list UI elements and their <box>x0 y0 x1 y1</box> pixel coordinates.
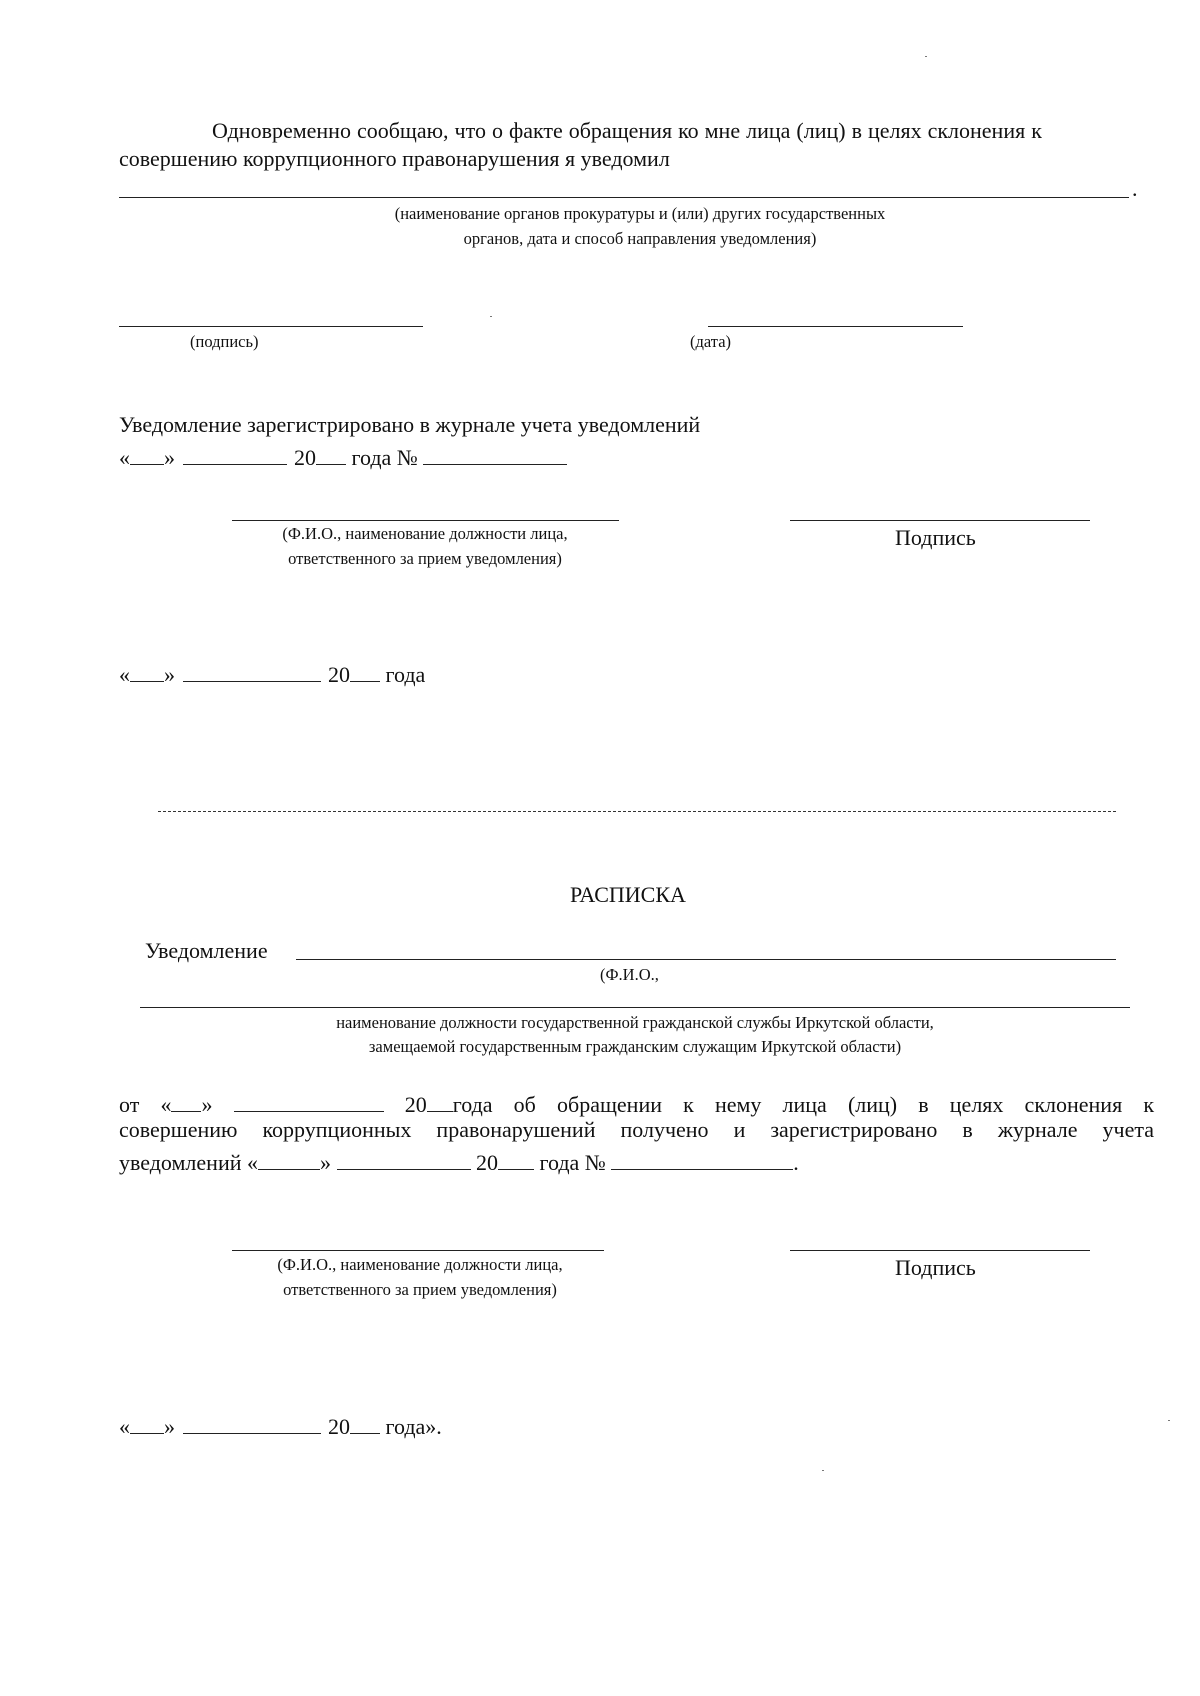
notice-recipient-dot: . <box>1132 176 1138 201</box>
registration-date-line <box>119 443 567 469</box>
signature-field[interactable] <box>119 326 423 327</box>
line-3-start: уведомлений « <box>119 1149 258 1175</box>
receipt-label: Уведомление <box>145 938 268 963</box>
notice-recipient-field[interactable] <box>119 197 1129 198</box>
open-quote: « <box>119 1413 130 1439</box>
number-field[interactable] <box>611 1148 793 1170</box>
responsible-caption-2-line-2: ответственного за прием уведомления) <box>283 1280 557 1299</box>
signature-caption: (подпись) <box>190 332 259 351</box>
line-1-rest: года об обращении к нему лица (лиц) в целях склонения к <box>452 1091 1155 1117</box>
date-field[interactable] <box>708 326 963 327</box>
responsible-signature-label-1: Подпись <box>895 525 976 550</box>
year-field[interactable] <box>350 660 380 682</box>
receipt-body-line-2: совершению коррупционных правонарушений получено и зарегистрировано в журнале учета <box>119 1117 1154 1142</box>
year-prefix: 20 <box>294 444 316 470</box>
number-field[interactable] <box>423 443 567 465</box>
close-quote: » <box>320 1149 331 1175</box>
year-prefix: 20 <box>328 1413 350 1439</box>
notice-line-1: Одновременно сообщаю, что о факте обращения ко мне лица (лиц) в целях склонения к <box>212 118 1042 143</box>
open-quote: « <box>160 1091 172 1117</box>
scan-speck <box>822 1470 824 1471</box>
receipt-position-caption-line-2: замещаемой государственным гражданским служащим Иркутской области) <box>368 1037 902 1056</box>
receipt-body-line-3 <box>119 1148 799 1174</box>
year-field[interactable] <box>427 1090 453 1112</box>
month-field[interactable] <box>234 1090 384 1112</box>
day-field[interactable] <box>130 443 164 465</box>
responsible-caption-2-line-1: (Ф.И.О., наименование должности лица, <box>277 1255 563 1274</box>
year-suffix: года № <box>539 1149 606 1175</box>
day-field[interactable] <box>130 660 164 682</box>
receipt-body-line-1 <box>119 1090 1154 1116</box>
responsible-caption-1-line-1: (Ф.И.О., наименование должности лица, <box>282 524 568 543</box>
year-field[interactable] <box>316 443 346 465</box>
year-suffix: года». <box>385 1413 442 1439</box>
year-field[interactable] <box>350 1412 380 1434</box>
notice-caption-line-1: (наименование органов прокуратуры и (или) других государственных <box>394 204 886 223</box>
notice-caption-line-2: органов, дата и способ направления уведомления) <box>463 229 817 248</box>
day-field[interactable] <box>171 1090 201 1112</box>
responsible-signature-field-1[interactable] <box>790 520 1090 521</box>
month-field[interactable] <box>183 1412 321 1434</box>
year-field[interactable] <box>498 1148 534 1170</box>
responsible-fio-field-2[interactable] <box>232 1250 604 1251</box>
responsible-signature-label-2: Подпись <box>895 1255 976 1280</box>
scan-speck <box>925 56 927 57</box>
receipt-position-field[interactable] <box>140 1007 1130 1008</box>
registration-text: Уведомление зарегистрировано в журнале учета уведомлений <box>119 412 701 437</box>
month-field[interactable] <box>183 660 321 682</box>
close-quote: » <box>164 1413 175 1439</box>
open-quote: « <box>119 661 130 687</box>
responsible-fio-field-1[interactable] <box>232 520 619 521</box>
year-prefix: 20 <box>476 1149 498 1175</box>
year-suffix: года № <box>351 444 418 470</box>
year-prefix: 20 <box>328 661 350 687</box>
day-field[interactable] <box>258 1148 320 1170</box>
open-quote: « <box>119 444 130 470</box>
receipt-fio-field[interactable] <box>296 959 1116 960</box>
responsible-caption-1-line-2: ответственного за прием уведомления) <box>288 549 562 568</box>
responsible-signature-field-2[interactable] <box>790 1250 1090 1251</box>
date-line-2 <box>119 1412 442 1438</box>
notice-line-2: совершению коррупционного правонарушения я уведомил <box>119 146 670 171</box>
close-quote: » <box>164 661 175 687</box>
scan-speck <box>1168 1420 1170 1421</box>
month-field[interactable] <box>337 1148 471 1170</box>
date-caption: (дата) <box>690 332 732 351</box>
line-3-dot: . <box>793 1149 799 1175</box>
cut-line <box>158 811 1116 812</box>
date-line-1 <box>119 660 425 686</box>
receipt-fio-caption: (Ф.И.О., <box>600 965 659 984</box>
close-quote: » <box>164 444 175 470</box>
month-field[interactable] <box>183 443 287 465</box>
receipt-title: РАСПИСКА <box>570 882 686 907</box>
from-label: от <box>119 1091 140 1117</box>
receipt-position-caption-line-1: наименование должности государственной гражданской службы Иркутской области, <box>336 1013 934 1032</box>
day-field[interactable] <box>130 1412 164 1434</box>
close-quote: » <box>201 1091 213 1117</box>
year-prefix: 20 <box>404 1091 427 1117</box>
year-suffix: года <box>385 661 426 687</box>
scan-speck <box>490 316 492 317</box>
